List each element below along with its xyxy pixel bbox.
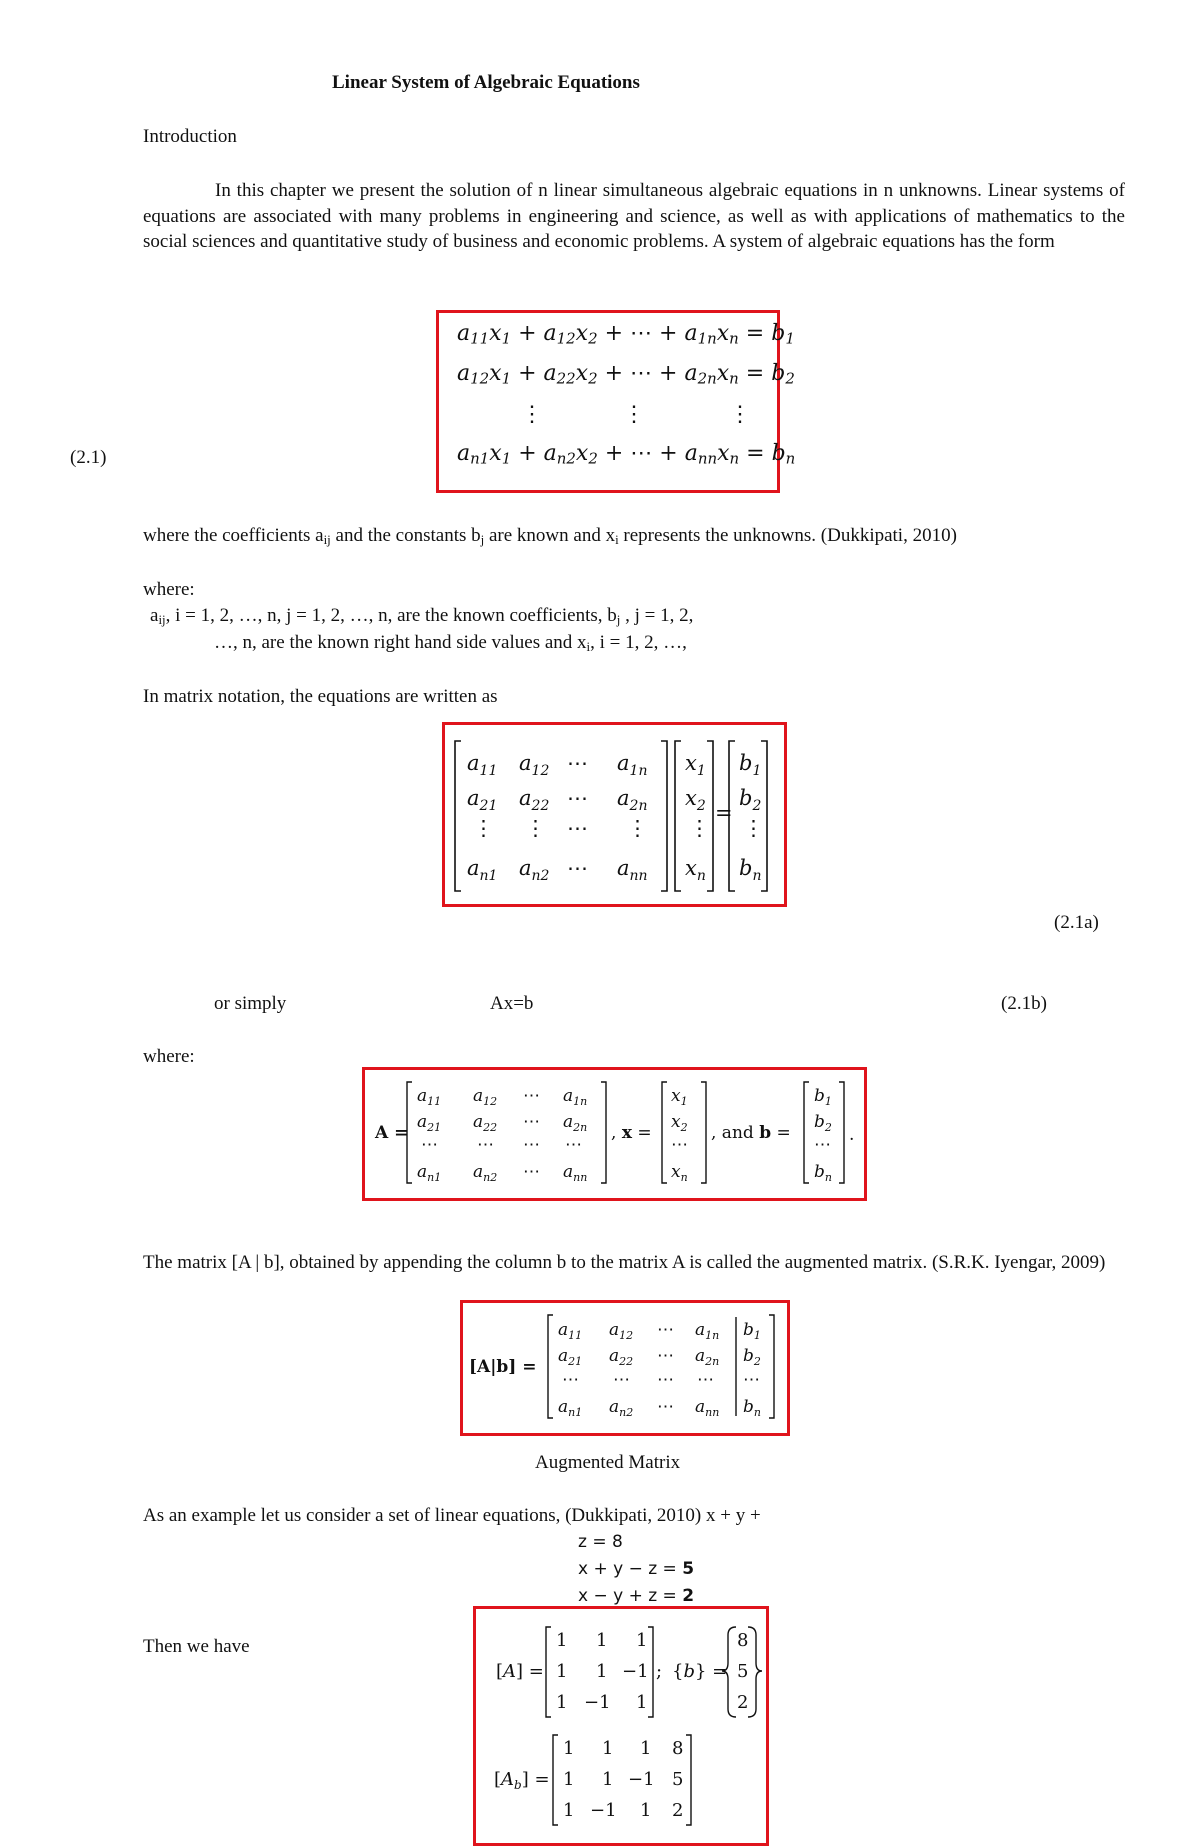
equation-label-2-1a: (2.1a) xyxy=(1054,912,1099,933)
svg-text:x2: $x_2$ xyxy=(671,1112,688,1134)
svg-text:1: 1 xyxy=(602,1738,614,1759)
svg-text:a12: $a_{12}$ xyxy=(473,1086,498,1108)
matrix-definitions-box xyxy=(362,1067,867,1201)
svg-text:xn: $x_n$ xyxy=(685,856,706,884)
svg-text:1: 1 xyxy=(596,1630,608,1651)
svg-text:⋮: ⋮ xyxy=(473,816,494,840)
page-title: Linear System of Algebraic Equations xyxy=(332,72,640,93)
then-we-have-text: Then we have xyxy=(143,1636,250,1657)
svg-text:an1: $a_{n1}$ xyxy=(467,856,498,884)
svg-text:a22: $a_{22}$ xyxy=(519,786,550,814)
svg-text:⋯: ⋯ xyxy=(562,1370,579,1390)
svg-text:⋯: ⋯ xyxy=(567,816,588,840)
svg-text:a21: $a_{21}$ xyxy=(467,786,498,814)
equation-label-2-1: (2.1) xyxy=(70,447,107,468)
equation-system-box: $a_{11}x_1 + a_{12}x_2$ + ⋯ + $a_{1n}x_n = b_1$ $a_{12}x_1 + a_{22}x_2$ + ⋯ + $a_{2n}x_n = b_2$ ⋮ ⋮ ⋮ $a_{n1}x_1 + a_{n2}x_2$ + ⋯ + $a_{nn}x_n = b_n$ xyxy=(436,310,780,493)
svg-text:⋯: ⋯ xyxy=(567,786,588,810)
svg-text:⋯: ⋯ xyxy=(523,1135,540,1155)
svg-text:⋯: ⋯ xyxy=(657,1346,674,1366)
matrix-equation-svg xyxy=(445,725,784,904)
svg-text:⋯: ⋯ xyxy=(671,1135,688,1155)
svg-text:an2: $a_{n2}$ xyxy=(473,1162,498,1184)
svg-text:⋯: ⋯ xyxy=(657,1320,674,1340)
svg-text:, x =: , x = xyxy=(611,1123,652,1143)
svg-text:⋮: ⋮ xyxy=(525,816,546,840)
svg-text:b2: $b_2$ xyxy=(743,1346,761,1368)
svg-text:−1: −1 xyxy=(584,1692,611,1713)
svg-text:1: 1 xyxy=(563,1738,575,1759)
svg-text:−1: −1 xyxy=(622,1661,649,1682)
where-label: where: xyxy=(143,579,195,600)
svg-text:a2n: $a_{2n}$ xyxy=(695,1346,720,1368)
example-matrices-box xyxy=(473,1606,769,1846)
svg-text:.: . xyxy=(849,1125,855,1145)
example-intro: As an example let us consider a set of linear equations, (Dukkipati, 2010) x + y + xyxy=(143,1505,761,1526)
svg-text:⋯: ⋯ xyxy=(814,1135,831,1155)
augmented-matrix-box xyxy=(460,1300,790,1436)
coefficients-description: where the coefficients $a_{ij}$ and the constants $b_j$ are known and $x_i$ represents the unknowns. (Dukkipati, 2010) xyxy=(143,525,957,548)
svg-text:x1: $x_1$ xyxy=(671,1086,688,1108)
svg-text:1: 1 xyxy=(563,1800,575,1821)
svg-text:⋯: ⋯ xyxy=(523,1162,540,1182)
svg-text:an2: $a_{n2}$ xyxy=(519,856,550,884)
svg-text:a2n: $a_{2n}$ xyxy=(563,1112,588,1134)
svg-text:5: 5 xyxy=(737,1661,749,1682)
matrix-definitions-svg xyxy=(365,1070,864,1198)
matrix-equation-box xyxy=(442,722,787,907)
svg-text:⋯: ⋯ xyxy=(565,1135,582,1155)
svg-text:⋯: ⋯ xyxy=(613,1370,630,1390)
svg-text:2: 2 xyxy=(672,1800,684,1821)
svg-text:⋯: ⋯ xyxy=(567,856,588,880)
svg-text:⋯: ⋯ xyxy=(697,1370,714,1390)
svg-text:1: 1 xyxy=(636,1692,648,1713)
svg-text:, and b =: , and b = xyxy=(711,1123,791,1143)
example-matrices-svg xyxy=(476,1609,766,1835)
svg-text:a21: $a_{21}$ xyxy=(558,1346,583,1368)
svg-text:1: 1 xyxy=(556,1661,568,1682)
svg-text:x1: $x_1$ xyxy=(685,751,706,779)
svg-text:a2n: $a_{2n}$ xyxy=(617,786,648,814)
svg-text:⋯: ⋯ xyxy=(523,1112,540,1132)
svg-text:a1n: $a_{1n}$ xyxy=(695,1320,720,1342)
svg-text:−1: −1 xyxy=(590,1800,617,1821)
svg-text:bn: $b_n$ xyxy=(743,1397,761,1419)
example-equation-2: x + y − z = 5 xyxy=(578,1559,695,1579)
svg-text:=: = xyxy=(715,801,733,825)
svg-text:{b} =: {b} = xyxy=(672,1661,728,1682)
intro-paragraph: In this chapter we present the solution of n linear simultaneous algebraic equations in n unknowns. Linear systems of equations are associated with many problems in engineering and science, as well as with applications of mathematics to the social sciences and quantitative study of business and economic problems. A system of algebraic equations has the form xyxy=(143,180,1125,252)
svg-text:b2: $b_2$ xyxy=(739,786,762,814)
svg-text:an1: $a_{n1}$ xyxy=(417,1162,442,1184)
svg-text:x2: $x_2$ xyxy=(685,786,706,814)
svg-text:b1: $b_1$ xyxy=(743,1320,761,1342)
example-equation-3: x − y + z = 2 xyxy=(578,1586,695,1606)
equation-label-2-1b: (2.1b) xyxy=(1001,993,1047,1014)
svg-text:an2: $a_{n2}$ xyxy=(609,1397,634,1419)
svg-text:a11: $a_{11}$ xyxy=(558,1320,583,1342)
svg-text:a22: $a_{22}$ xyxy=(609,1346,634,1368)
svg-text:1: 1 xyxy=(640,1738,652,1759)
svg-text:ann: $a_{nn}$ xyxy=(695,1397,720,1419)
svg-text:[A|b] =: [A|b] = xyxy=(469,1357,537,1377)
svg-text:a1n: $a_{1n}$ xyxy=(617,751,648,779)
svg-text:1: 1 xyxy=(556,1630,568,1651)
svg-text:;: ; xyxy=(656,1661,663,1682)
augmented-matrix-caption: Augmented Matrix xyxy=(535,1452,681,1473)
svg-text:a11: $a_{11}$ xyxy=(467,751,498,779)
svg-text:⋮: ⋮ xyxy=(627,816,648,840)
svg-text:[Ab] =: $[A_b]$ = xyxy=(494,1769,550,1792)
svg-text:b1: $b_1$ xyxy=(814,1086,832,1108)
svg-text:ann: $a_{nn}$ xyxy=(563,1162,588,1184)
svg-text:⋯: ⋯ xyxy=(477,1135,494,1155)
svg-text:1: 1 xyxy=(636,1630,648,1651)
svg-text:−1: −1 xyxy=(628,1769,655,1790)
svg-text:⋮: ⋮ xyxy=(689,816,710,840)
svg-text:an1: $a_{n1}$ xyxy=(558,1397,583,1419)
svg-text:5: 5 xyxy=(672,1769,684,1790)
ax-equals-b: Ax=b xyxy=(490,993,534,1014)
where-definition-line-2: …, n, are the known right hand side values and $x_i$, i = 1, 2, …, xyxy=(214,632,687,655)
svg-text:A =: A = xyxy=(375,1123,409,1143)
svg-text:1: 1 xyxy=(596,1661,608,1682)
svg-text:a21: $a_{21}$ xyxy=(417,1112,442,1134)
svg-text:⋯: ⋯ xyxy=(567,751,588,775)
where-label-2: where: xyxy=(143,1046,195,1067)
svg-text:a12: $a_{12}$ xyxy=(609,1320,634,1342)
svg-text:⋯: ⋯ xyxy=(743,1370,760,1390)
section-heading-introduction: Introduction xyxy=(143,126,237,147)
svg-text:bn: $b_n$ xyxy=(739,856,762,884)
svg-text:a22: $a_{22}$ xyxy=(473,1112,498,1134)
svg-text:ann: $a_{nn}$ xyxy=(617,856,648,884)
where-definition-line-1: $a_{ij}$, i = 1, 2, …, n, j = 1, 2, …, n, are the known coefficients, $b_j$ , j = 1, 2, xyxy=(150,605,694,628)
matrix-notation-intro: In matrix notation, the equations are written as xyxy=(143,686,498,707)
svg-text:bn: $b_n$ xyxy=(814,1162,832,1184)
or-simply-text: or simply xyxy=(214,993,287,1014)
augmented-matrix-svg xyxy=(463,1303,787,1433)
svg-text:1: 1 xyxy=(602,1769,614,1790)
svg-text:1: 1 xyxy=(556,1692,568,1713)
svg-text:⋯: ⋯ xyxy=(657,1397,674,1417)
svg-text:2: 2 xyxy=(737,1692,749,1713)
svg-text:a12: $a_{12}$ xyxy=(519,751,550,779)
svg-text:a11: $a_{11}$ xyxy=(417,1086,442,1108)
svg-text:⋮: ⋮ xyxy=(743,816,764,840)
svg-text:1: 1 xyxy=(563,1769,575,1790)
svg-text:b2: $b_2$ xyxy=(814,1112,832,1134)
svg-text:1: 1 xyxy=(640,1800,652,1821)
svg-text:⋯: ⋯ xyxy=(523,1086,540,1106)
svg-text:[A] =: [A] = xyxy=(496,1661,544,1682)
augmented-paragraph: The matrix [A | b], obtained by appending the column b to the matrix A is called the augmented matrix. (S.R.K. Iyengar, 2009) xyxy=(143,1252,1106,1273)
svg-text:⋯: ⋯ xyxy=(421,1135,438,1155)
example-equation-1: z = 8 xyxy=(578,1532,623,1552)
svg-text:xn: $x_n$ xyxy=(671,1162,688,1184)
svg-text:a1n: $a_{1n}$ xyxy=(563,1086,588,1108)
svg-text:8: 8 xyxy=(672,1738,684,1759)
svg-text:8: 8 xyxy=(737,1630,749,1651)
svg-text:⋯: ⋯ xyxy=(657,1370,674,1390)
svg-text:b1: $b_1$ xyxy=(739,751,762,779)
